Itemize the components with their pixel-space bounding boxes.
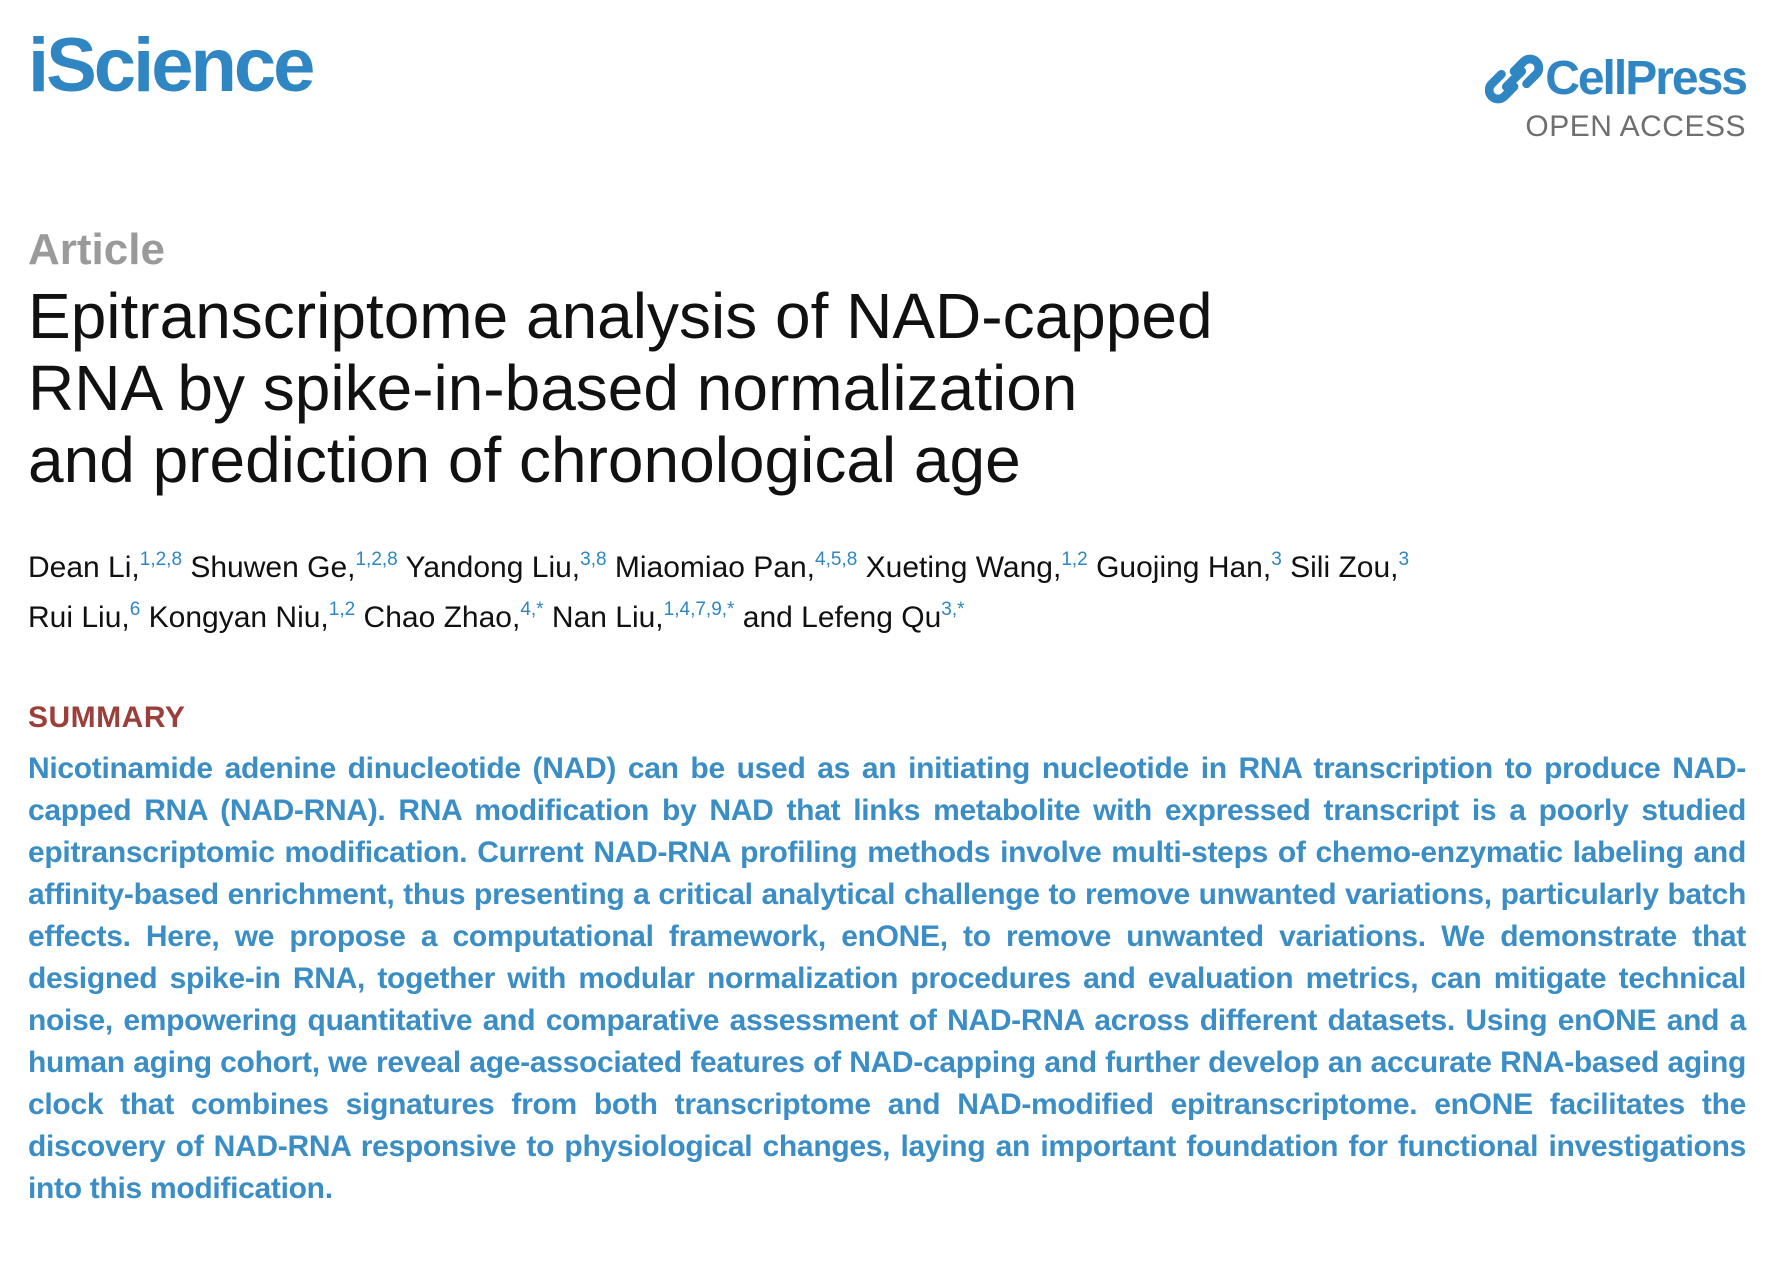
author-name: and Lefeng Qu — [742, 601, 942, 634]
author-name: Xueting Wang, — [865, 551, 1062, 584]
cellpress-icon — [1485, 50, 1543, 108]
author-affiliation[interactable]: 6 — [129, 599, 141, 620]
author-name: Shuwen Ge, — [190, 551, 356, 584]
author-affiliation[interactable]: 1,2,8 — [355, 549, 398, 570]
publisher-logo-row — [1485, 50, 1746, 108]
author-name: Miaomiao Pan, — [614, 551, 816, 584]
author[interactable] — [190, 551, 397, 584]
author-name: Dean Li, — [28, 551, 140, 584]
title-line: Epitranscriptome analysis of NAD-capped — [28, 280, 1213, 352]
author-affiliation[interactable]: 1,2 — [1061, 549, 1088, 570]
journal-name: iScience — [28, 23, 313, 108]
author-affiliation[interactable]: 4,* — [520, 599, 544, 620]
publisher-brand: CellPress — [1545, 52, 1746, 105]
author-name: Guojing Han, — [1096, 551, 1272, 584]
author[interactable] — [615, 551, 857, 584]
author[interactable] — [552, 601, 735, 634]
author-affiliation[interactable]: 3,8 — [580, 549, 607, 570]
author[interactable] — [28, 551, 182, 584]
author-list — [28, 543, 1748, 643]
author[interactable] — [406, 551, 607, 584]
author[interactable] — [743, 601, 965, 634]
summary-heading: SUMMARY — [28, 701, 186, 734]
author-name: Nan Liu, — [551, 601, 664, 634]
author-affiliation[interactable]: 1,4,7,9,* — [663, 599, 735, 620]
author[interactable] — [364, 601, 544, 634]
open-access-label: OPEN ACCESS — [1525, 110, 1746, 143]
author[interactable] — [1096, 551, 1282, 584]
author[interactable] — [149, 601, 356, 634]
author-affiliation[interactable]: 3 — [1271, 549, 1282, 570]
author-name: Rui Liu, — [28, 601, 130, 634]
author-affiliation[interactable]: 3 — [1398, 549, 1410, 570]
article-type: Article — [28, 225, 165, 274]
author-affiliation[interactable]: 3,* — [941, 599, 965, 620]
author[interactable] — [1290, 551, 1409, 584]
author[interactable] — [28, 601, 140, 634]
author-name: Chao Zhao, — [363, 601, 521, 634]
title-line: and prediction of chronological age — [28, 424, 1021, 496]
title-line: RNA by spike-in-based normalization — [28, 352, 1078, 424]
article-title — [28, 280, 1428, 496]
author-affiliation[interactable]: 1,2 — [328, 599, 356, 620]
author-affiliation[interactable]: 1,2,8 — [139, 549, 183, 570]
publisher-logo — [1446, 50, 1746, 150]
author-affiliation[interactable]: 4,5,8 — [815, 549, 858, 570]
author-name: Kongyan Niu, — [148, 601, 329, 634]
author[interactable] — [866, 551, 1088, 584]
summary-text: Nicotinamide adenine dinucleotide (NAD) can be used as an initiating nucleotide in RNA transcription to produce NAD-capped RNA (NAD-RNA). RNA modification by NAD that links metabolite with expressed transcript is a poorly studied epitranscriptomic modification. Current NAD-RNA profiling methods involve multi-steps of chemo-enzymatic labeling and affinity-based enrichment, thus presenting a critical analytical challenge to remove unwanted variations, particularly batch effects. Here, we propose a computational framework, enONE, to remove unwanted variations. We demonstrate that designed spike-in RNA, together with modular normalization procedures and evaluation metrics, can mitigate technical noise, empowering quantitative and comparative assessment of NAD-RNA across different datasets. Using enONE and a human aging cohort, we reveal age-associated features of NAD-capping and further develop an accurate RNA-based aging clock that combines signatures from both transcriptome and NAD-modified epitranscriptome. enONE facilitates the discovery of NAD-RNA responsive to physiological changes, laying an important foundation for functional investigations into this modification. — [28, 752, 1746, 1205]
author-name: Sili Zou, — [1290, 551, 1399, 584]
author-name: Yandong Liu, — [405, 551, 581, 584]
